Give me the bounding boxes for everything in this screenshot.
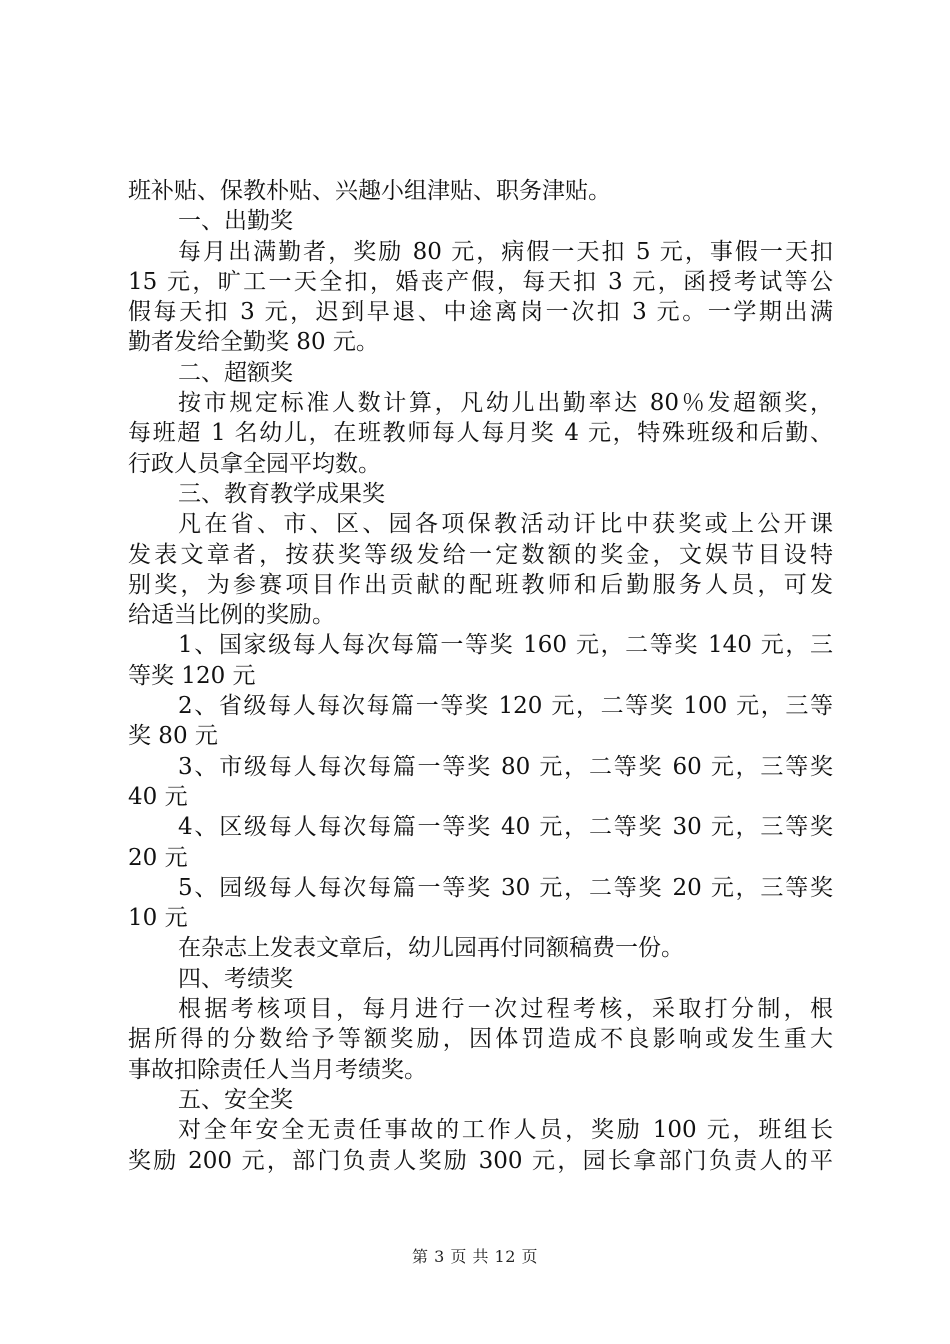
text-line: 2、省级每人每次每篇一等奖 120 元，二等奖 100 元，三等 — [178, 693, 833, 720]
text-line: 奖 80 元 — [128, 723, 218, 750]
text-line: 4、区级每人每次每篇一等奖 40 元，二等奖 30 元，三等奖 — [178, 814, 833, 841]
page-footer: 第 3 页 共 12 页 — [412, 1247, 538, 1266]
text-line: 1、国家级每人每次每篇一等奖 160 元，二等奖 140 元，三 — [178, 632, 833, 659]
text-line: 10 元 — [128, 905, 188, 932]
text-line: 根据考核项目，每月进行一次过程考核，采取打分制，根 — [178, 996, 833, 1023]
text-line: 按市规定标准人数计算，凡幼儿出勤率达 80％发超额奖， — [178, 390, 833, 417]
text-line: 15 元，旷工一天全扣，婚丧产假，每天扣 3 元，函授考试等公 — [128, 268, 833, 295]
text-line: 在杂志上发表文章后，幼儿园再付同额稿费一份。 — [178, 935, 684, 962]
text-line: 勤者发给全勤奖 80 元。 — [128, 329, 379, 356]
text-line: 五、安全奖 — [178, 1086, 293, 1113]
text-line: 凡在省、市、区、园各项保教活动讦比中获奖或上公开课 — [178, 511, 833, 538]
text-line: 二、超额奖 — [178, 359, 293, 386]
document-body — [128, 176, 833, 1176]
text-line: 三、教育教学成果奖 — [178, 480, 385, 507]
text-line: 奖励 200 元，部门负责人奖励 300 元，园长拿部门负责人的平 — [128, 1147, 833, 1174]
text-line: 40 元 — [128, 783, 188, 810]
text-line: 一、出勤奖 — [178, 208, 293, 235]
text-line: 每月出满勤者，奖励 80 元，病假一天扣 5 元，事假一天扣 — [178, 238, 833, 265]
text-line: 事故扣除责任人当月考绩奖。 — [128, 1056, 427, 1083]
text-line: 每班超 1 名幼儿，在班教师每人每月奖 4 元，特殊班级和后勤、 — [128, 420, 833, 447]
text-line: 班补贴、保教朴贴、兴趣小组津贴、职务津贴。 — [128, 178, 611, 204]
text-line: 3、市级每人每次每篇一等奖 80 元，二等奖 60 元，三等奖 — [178, 753, 833, 780]
text-line: 假每天扣 3 元，迟到早退、中途离岗一次扣 3 元。一学期出满 — [128, 299, 833, 326]
text-line: 20 元 — [128, 844, 188, 871]
text-line: 等奖 120 元 — [128, 662, 256, 689]
text-line: 发表文章者，按获奖等级发给一定数额的奖金，文娱节目设特 — [128, 541, 833, 568]
text-line: 据所得的分数给予等额奖励，因体罚造成不良影响或发生重大 — [128, 1026, 833, 1053]
text-line: 给适当比例的奖励。 — [128, 602, 335, 629]
text-line: 四、考绩奖 — [178, 965, 293, 992]
text-line: 对全年安全无责任事故的工作人员，奖励 100 元，班组长 — [178, 1117, 833, 1144]
text-line: 行政人员拿全园平均数。 — [128, 450, 381, 477]
text-line: 别奖，为参赛项目作出贡献的配班教师和后勤服务人员，可发 — [128, 571, 833, 598]
text-line: 5、园级每人每次每篇一等奖 30 元，二等奖 20 元，三等奖 — [178, 874, 833, 901]
